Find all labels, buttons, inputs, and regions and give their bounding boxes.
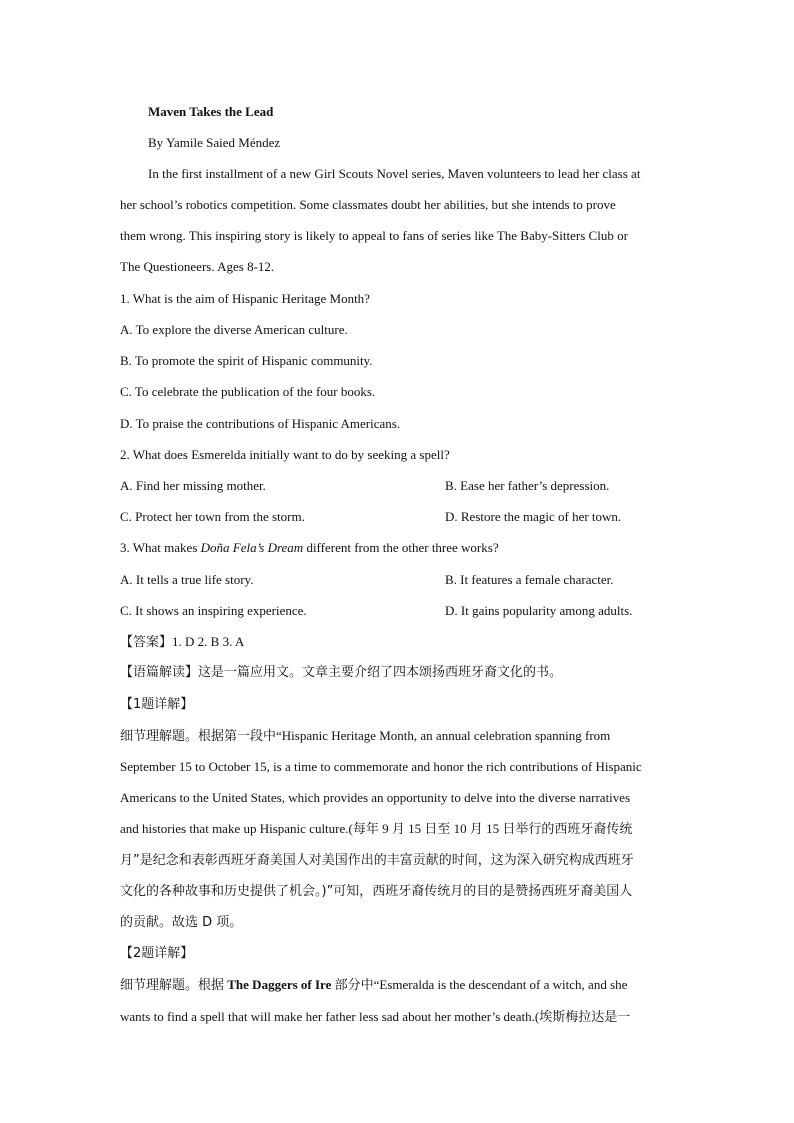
- question-3-stem-suffix: different from the other three works?: [303, 540, 499, 555]
- question-1-option-d: D. To praise the contributions of Hispanic Americans.: [120, 416, 401, 431]
- question-2-option-c: C. Protect her town from the storm.: [120, 509, 305, 524]
- reading-text: 这是一篇应用文。文章主要介绍了四本颂扬西班牙裔文化的书。: [198, 665, 563, 680]
- article-paragraph-line: The Questioneers. Ages 8-12.: [120, 259, 275, 274]
- question-3-stem-prefix: 3. What makes: [120, 540, 201, 555]
- answer-text: 1. D 2. B 3. A: [172, 634, 245, 649]
- detail-2-heading: 【2题详解】: [120, 946, 194, 961]
- article-byline: By Yamile Saied Méndez: [148, 135, 281, 150]
- question-3-book-title: Doña Fela’s Dream: [200, 540, 304, 555]
- detail-2-suffix: 部分中“Esmeralda is the descendant of a witch, and she: [331, 977, 628, 992]
- article-paragraph-line: them wrong. This inspiring story is likely to appeal to fans of series like The Baby-Sitters Club or: [120, 228, 628, 243]
- question-3-option-a: A. It tells a true life story.: [120, 572, 254, 587]
- question-2-stem: 2. What does Esmerelda initially want to do by seeking a spell?: [120, 447, 450, 462]
- article-paragraph-line: In the first installment of a new Girl Scouts Novel series, Maven volunteers to lead her class at: [148, 166, 641, 181]
- detail-2-line: [120, 977, 627, 993]
- article-paragraph-line: her school’s robotics competition. Some classmates doubt her abilities, but she intends to prove: [120, 197, 616, 212]
- answer-line: [120, 634, 244, 651]
- answer-label: 【答案】: [120, 635, 173, 650]
- detail-1-heading: 【1题详解】: [120, 697, 194, 712]
- detail-2-prefix: 细节理解题。根据: [120, 977, 228, 992]
- question-1-option-c: C. To celebrate the publication of the four books.: [120, 384, 376, 399]
- reading-line: [120, 665, 562, 681]
- detail-1-line: and histories that make up Hispanic culture.(每年 9 月 15 日至 10 月 15 日举行的西班牙裔传统: [120, 821, 633, 836]
- question-3-option-c: C. It shows an inspiring experience.: [120, 603, 307, 618]
- question-2-option-a: A. Find her missing mother.: [120, 478, 266, 493]
- detail-1-line: 细节理解题。根据第一段中“Hispanic Heritage Month, an annual celebration spanning from: [120, 728, 611, 743]
- question-3-option-b: B. It features a female character.: [445, 572, 614, 587]
- detail-2-line: wants to find a spell that will make her father less sad about her mother’s death.(埃斯梅拉达是一: [120, 1009, 631, 1024]
- question-1-option-b: B. To promote the spirit of Hispanic community.: [120, 353, 373, 368]
- reading-label: 【语篇解读】: [120, 665, 199, 680]
- question-1-stem: 1. What is the aim of Hispanic Heritage Month?: [120, 291, 370, 306]
- question-3-stem: [120, 540, 499, 556]
- question-2-option-d: D. Restore the magic of her town.: [445, 509, 622, 524]
- detail-2-book-title: The Daggers of Ire: [227, 977, 332, 992]
- question-1-option-a: A. To explore the diverse American culture.: [120, 322, 348, 337]
- question-3-option-d: D. It gains popularity among adults.: [445, 603, 633, 618]
- question-2-option-b: B. Ease her father’s depression.: [445, 478, 610, 493]
- article-title: Maven Takes the Lead: [148, 104, 274, 119]
- detail-1-line: 文化的各种故事和历史提供了机会。)”可知，西班牙裔传统月的目的是赞扬西班牙裔美国人: [120, 884, 633, 899]
- detail-1-line: 月”是纪念和表彰西班牙裔美国人对美国作出的丰富贡献的时间，这为深入研究构成西班牙: [120, 853, 634, 868]
- detail-1-line: Americans to the United States, which provides an opportunity to delve into the diverse narratives: [120, 790, 631, 805]
- detail-1-line: September 15 to October 15, is a time to commemorate and honor the rich contributions of Hispanic: [120, 759, 642, 774]
- detail-1-line: 的贡献。故选 D 项。: [120, 915, 243, 930]
